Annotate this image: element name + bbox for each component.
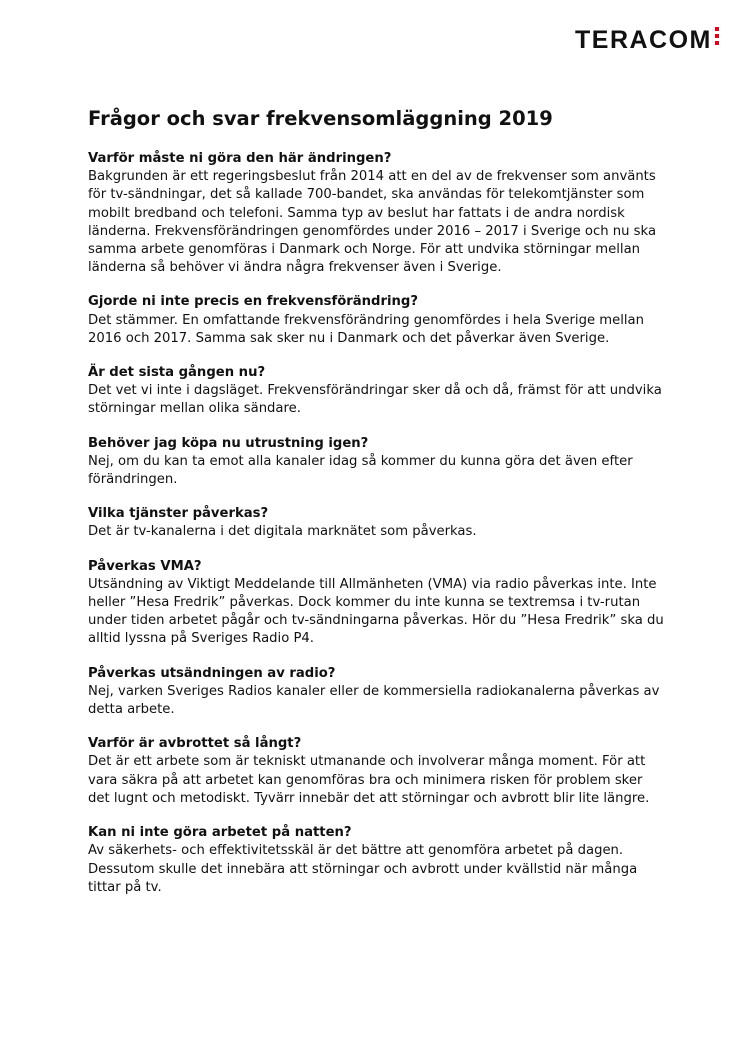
question: Påverkas utsändningen av radio? bbox=[88, 665, 336, 681]
answer: Det vet vi inte i dagsläget. Frekvensförändringar sker då och då, främst för att undvika störningar mellan olika sändare. bbox=[88, 383, 662, 417]
logo-dot bbox=[715, 27, 719, 31]
qa-list bbox=[88, 150, 668, 913]
question: Varför måste ni göra den här ändringen? bbox=[88, 151, 392, 166]
question: Vilka tjänster påverkas? bbox=[88, 506, 269, 522]
question: Varför är avbrottet så långt? bbox=[88, 736, 302, 752]
answer: Det är ett arbete som är tekniskt utmanande och involverar många moment. För att vara säkra på att arbetet kan genomföras bra och minimera risken för problem sker det lugnt och metodiskt. Tyvärr innebär det att störningar och avbrott blir lite längre. bbox=[88, 754, 650, 806]
logo-dot bbox=[715, 41, 719, 45]
answer: Det är tv-kanalerna i det digitala marknätet som påverkas. bbox=[88, 524, 477, 540]
question: Kan ni inte göra arbetet på natten? bbox=[88, 825, 352, 841]
question: Behöver jag köpa nu utrustning igen? bbox=[88, 435, 369, 451]
logo-dots-icon bbox=[715, 27, 719, 45]
qa-item bbox=[88, 735, 668, 808]
qa-item bbox=[88, 150, 668, 277]
answer: Bakgrunden är ett regeringsbeslut från 2014 att en del av de frekvenser som använts för tv-sändningar, det så kallade 700-bandet, ska användas för telekomtjänster som mobilt bredband och telefoni. Samma typ av beslut har fattats i de andra nordisk länderna. Frekvensförändringen genomfördes under 2016 – 2017 i Sverige och nu ska samma arbete genomföras i Danmark och Norge. För att undvika störningar mellan länderna så behöver vi ändra några frekvenser även i Sverige. bbox=[88, 169, 657, 276]
qa-item bbox=[88, 435, 668, 490]
qa-item bbox=[88, 665, 668, 720]
qa-item bbox=[88, 293, 668, 348]
answer: Nej, varken Sveriges Radios kanaler eller de kommersiella radiokanalerna påverkas av detta arbete. bbox=[88, 683, 660, 718]
qa-item bbox=[88, 505, 668, 541]
logo-dot bbox=[715, 34, 719, 38]
answer: Nej, om du kan ta emot alla kanaler idag så kommer du kunna göra det även efter förändringen. bbox=[88, 453, 633, 488]
logo-wordmark: TERACOM bbox=[575, 26, 712, 54]
answer: Det stämmer. En omfattande frekvensförändring genomfördes i hela Sverige mellan 2016 och 2017. Samma sak sker nu i Danmark och det påverkar även Sverige. bbox=[88, 312, 644, 346]
qa-item bbox=[88, 824, 668, 897]
qa-item bbox=[88, 558, 668, 649]
qa-item bbox=[88, 364, 668, 419]
answer: Av säkerhets- och effektivitetsskäl är det bättre att genomföra arbetet på dagen. Dessutom skulle det innebära att störningar och avbrott under kvällstid när många tittar på tv. bbox=[88, 843, 638, 895]
question: Gjorde ni inte precis en frekvensförändring? bbox=[88, 294, 418, 310]
page-title: Frågor och svar frekvensomläggning 2019 bbox=[88, 107, 553, 130]
question: Påverkas VMA? bbox=[88, 558, 202, 574]
answer: Utsändning av Viktigt Meddelande till Allmänheten (VMA) via radio påverkas inte. Inte heller ”Hesa Fredrik” påverkas. Dock kommer du inte kunna se textremsa i tv-rutan under tiden arbetet pågår och tv-sändningarna påverkas. Hör du ”Hesa Fredrik” ska du alltid lyssna på Sveriges Radio P4. bbox=[88, 576, 664, 647]
question: Är det sista gången nu? bbox=[88, 365, 266, 381]
teracom-logo bbox=[575, 26, 719, 54]
